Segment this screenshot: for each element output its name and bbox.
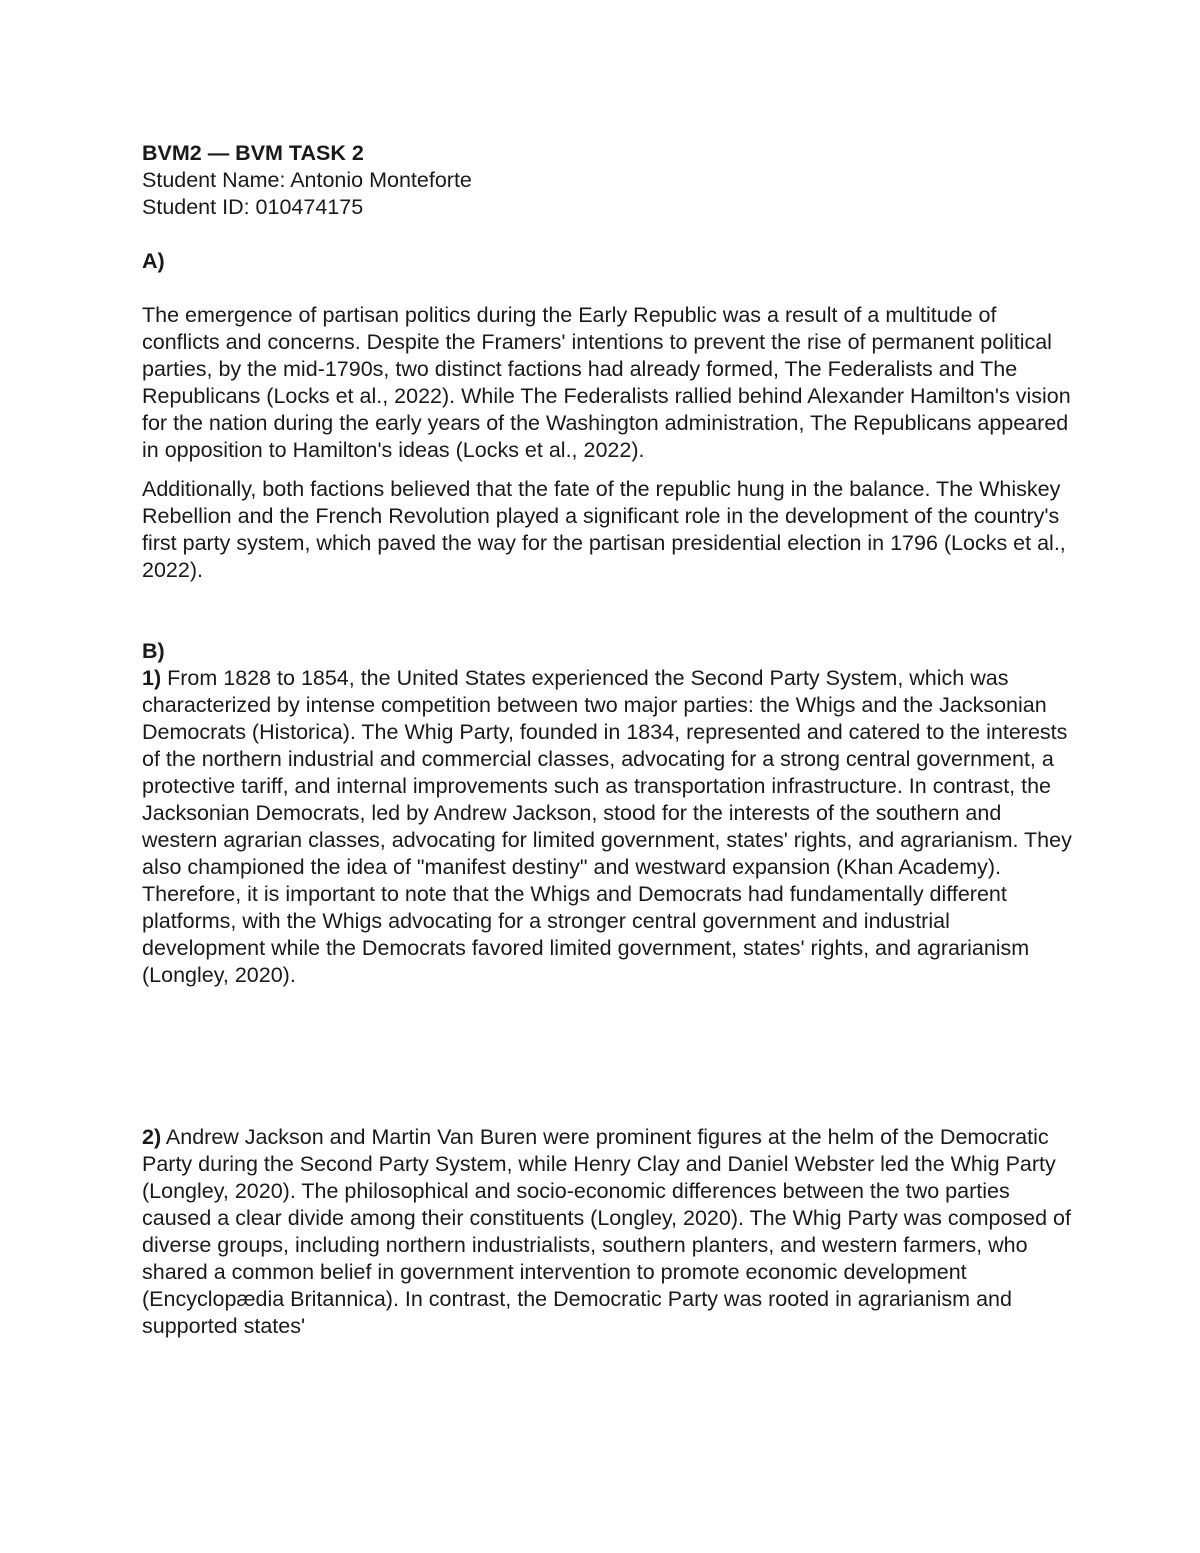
document-body bbox=[142, 140, 1072, 1340]
section-b-item-2 bbox=[142, 1124, 1072, 1340]
student-id: Student ID: 010474175 bbox=[142, 195, 364, 219]
item-1-text: From 1828 to 1854, the United States experienced the Second Party System, which was characterized by intense competition between two major parties: the Whigs and the Jacksonian Democrats (Historica). The Whig Party, founded in 1834, represented and catered to the interests of the northern industrial and commercial classes, advocating for a strong central government, a protective tariff, and internal improvements such as transportation infrastructure. In contrast, the Jacksonian Democrats, led by Andrew Jackson, stood for the interests of the southern and western agrarian classes, advocating for limited government, states' rights, and agrarianism. They also championed the idea of "manifest destiny" and westward expansion (Khan Academy). Therefore, it is important to note that the Whigs and Democrats had fundamentally different platforms, with the Whigs advocating for a stronger central government and industrial development while the Democrats favored limited government, states' rights, and agrarianism (Longley, 2020). bbox=[142, 666, 1072, 987]
section-a-paragraph-2: Additionally, both factions believed that the fate of the republic hung in the balance. The Whiskey Rebellion and the French Revolution played a significant role in the development of the country's first party system, which paved the way for the partisan presidential election in 1796 (Locks et al., 2022). bbox=[142, 477, 1066, 582]
document-title: BVM2 — BVM TASK 2 bbox=[142, 141, 364, 165]
section-b-heading: B) bbox=[142, 639, 165, 663]
section-a-paragraph-1: The emergence of partisan politics during the Early Republic was a result of a multitude of conflicts and concerns. Despite the Framers' intentions to prevent the rise of permanent political parties, by the mid-1790s, two distinct factions had already formed, The Federalists and The Republicans (Locks et al., 2022). While The Federalists rallied behind Alexander Hamilton's vision for the nation during the early years of the Washington administration, The Republicans appeared in opposition to Hamilton's ideas (Locks et al., 2022). bbox=[142, 303, 1071, 462]
item-2-text: Andrew Jackson and Martin Van Buren were prominent figures at the helm of the Democratic Party during the Second Party System, while Henry Clay and Daniel Webster led the Whig Party (Longley, 2020). The philosophical and socio-economic differences between the two parties caused a clear divide among their constituents (Longley, 2020). The Whig Party was composed of diverse groups, including northern industrialists, southern planters, and western farmers, who shared a common belief in government intervention to promote economic development (Encyclopædia Britannica). In contrast, the Democratic Party was rooted in agrarianism and supported states' bbox=[142, 1125, 1071, 1338]
section-a-heading: A) bbox=[142, 249, 165, 273]
item-1-label: 1) bbox=[142, 666, 162, 690]
item-2-label: 2) bbox=[142, 1125, 162, 1149]
student-name: Student Name: Antonio Monteforte bbox=[142, 168, 472, 192]
section-b-item-1 bbox=[142, 665, 1072, 989]
